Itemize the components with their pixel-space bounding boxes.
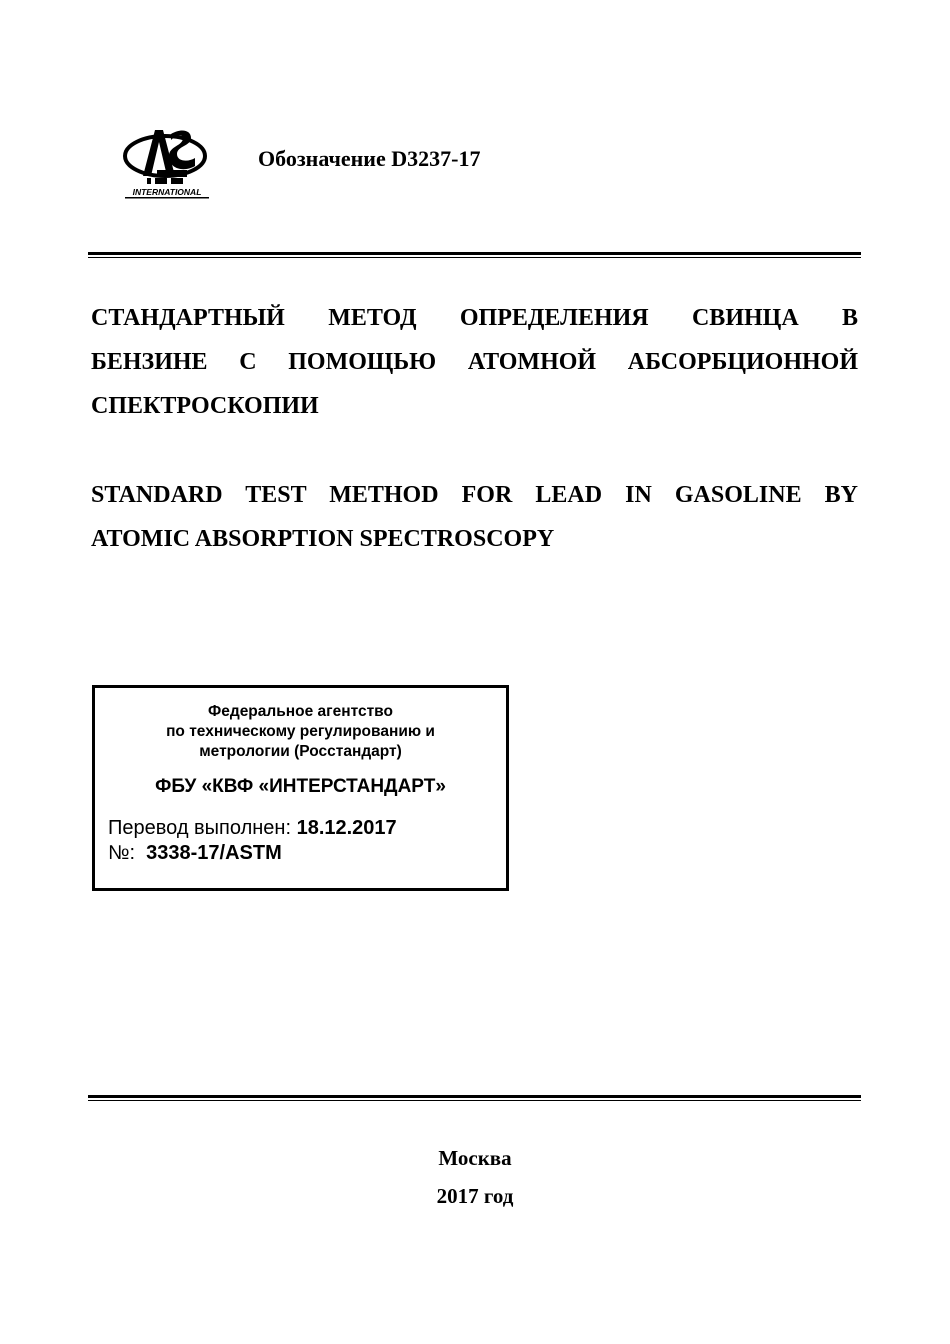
astm-logo bbox=[121, 124, 213, 200]
translation-date-row bbox=[108, 816, 506, 841]
title-ru-line-3: СПЕКТРОСКОПИИ bbox=[91, 393, 319, 419]
title-ru-line-1: СТАНДАРТНЫЙ МЕТОД ОПРЕДЕЛЕНИЯ СВИНЦА В bbox=[91, 305, 858, 331]
title-russian bbox=[91, 296, 858, 428]
agency-line-2: по техническому регулированию и bbox=[166, 723, 435, 740]
astm-logo-icon bbox=[121, 124, 213, 200]
translation-date: 18.12.2017 bbox=[296, 817, 397, 839]
top-divider bbox=[88, 252, 861, 258]
translation-stamp bbox=[92, 685, 509, 891]
translation-info bbox=[108, 816, 506, 866]
translation-number-row bbox=[108, 841, 506, 866]
agency-line-3: метрологии (Росстандарт) bbox=[199, 743, 402, 760]
title-en-line-1: STANDARD TEST METHOD FOR LEAD IN GASOLINE BY bbox=[91, 482, 858, 508]
organization-name: ФБУ «КВФ «ИНТЕРСТАНДАРТ» bbox=[155, 776, 446, 797]
logo-text: INTERNATIONAL bbox=[132, 187, 202, 197]
number-label: №: bbox=[108, 842, 136, 864]
city: Москва bbox=[438, 1146, 512, 1170]
title-en-line-2: ATOMIC ABSORPTION SPECTROSCOPY bbox=[91, 526, 555, 552]
agency-line-1: Федеральное агентство bbox=[208, 703, 393, 720]
translation-number: 3338-17/ASTM bbox=[146, 842, 282, 864]
title-ru-line-2: БЕНЗИНЕ С ПОМОЩЬЮ АТОМНОЙ АБСОРБЦИОННОЙ bbox=[91, 349, 858, 375]
title-english bbox=[91, 473, 858, 561]
translation-label: Перевод выполнен: bbox=[108, 817, 292, 839]
bottom-divider bbox=[88, 1095, 861, 1101]
document-designation: Обозначение D3237-17 bbox=[258, 146, 481, 171]
year: 2017 год bbox=[436, 1184, 514, 1208]
agency-name bbox=[95, 702, 506, 762]
